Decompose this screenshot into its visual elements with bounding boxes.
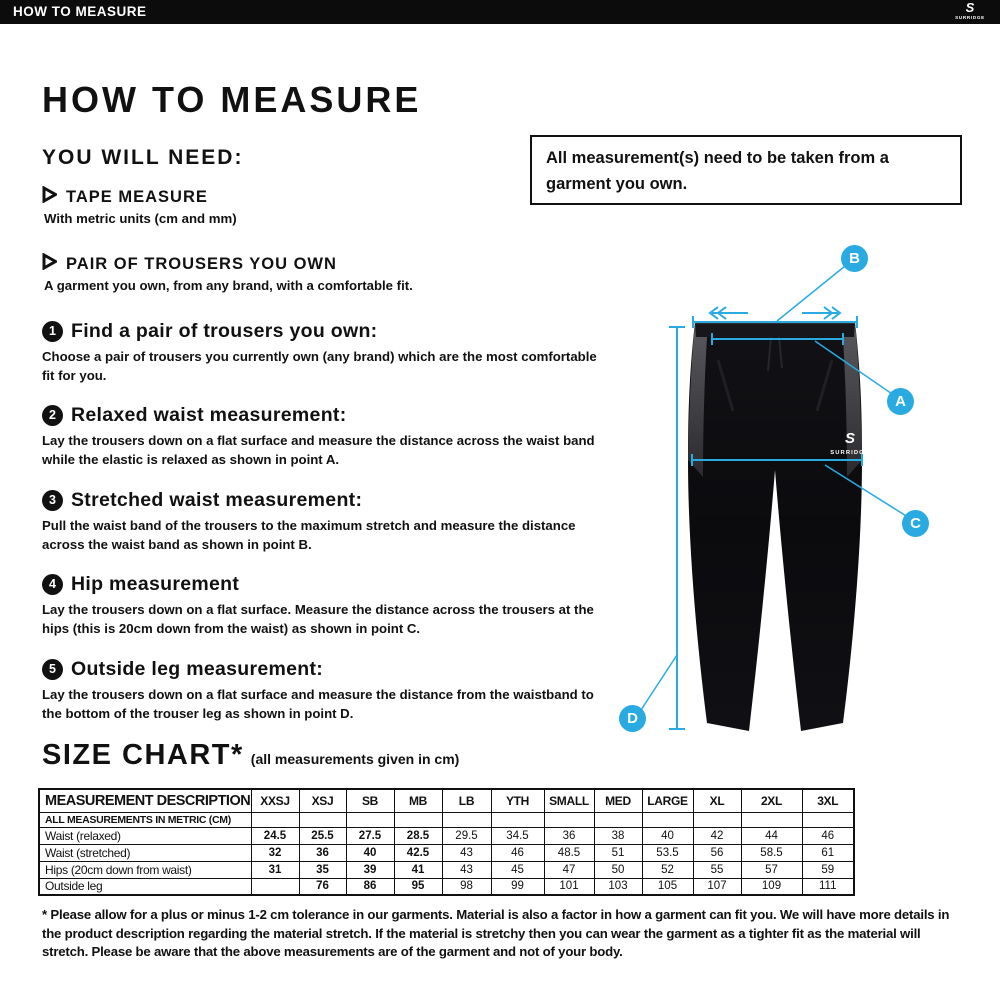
you-will-need-list <box>42 186 522 320</box>
step-header <box>42 573 617 596</box>
step-description: Pull the waist band of the trousers to the maximum stretch and measure the distance across the waist band as shown in point B. <box>42 517 576 552</box>
garment-logo-text: SURRIDGE <box>830 450 870 456</box>
table-header-row <box>39 789 854 812</box>
need-item-desc: A garment you own, from any brand, with a comfortable fit. <box>44 278 413 293</box>
step-header <box>42 489 617 512</box>
value-cell: 36 <box>299 844 346 861</box>
step-description: Lay the trousers down on a flat surface. Measure the distance across the trousers at the hips (this is 20cm down from the waist) as shown in point C. <box>42 602 594 637</box>
callout-b-badge: B <box>841 245 868 272</box>
step-header <box>42 404 617 427</box>
value-cell: 58.5 <box>741 844 802 861</box>
value-cell: 32 <box>251 844 299 861</box>
column-header: MB <box>394 789 442 812</box>
trousers-measurement-figure <box>615 245 960 745</box>
need-item-desc: With metric units (cm and mm) <box>44 211 237 226</box>
step-number-badge: 2 <box>42 405 63 426</box>
size-chart-subtitle: (all measurements given in cm) <box>250 751 460 767</box>
callout-a-badge: A <box>887 388 914 415</box>
column-header: LARGE <box>642 789 693 812</box>
empty-cell <box>394 812 442 827</box>
value-cell: 28.5 <box>394 827 442 844</box>
row-label: Waist (relaxed) <box>39 827 251 844</box>
measure-step-4 <box>42 573 617 638</box>
size-chart-table <box>38 788 855 896</box>
measure-step-5 <box>42 658 617 723</box>
value-cell: 56 <box>693 844 741 861</box>
step-number-badge: 3 <box>42 490 63 511</box>
step-header <box>42 658 617 681</box>
value-cell: 51 <box>594 844 642 861</box>
value-cell: 57 <box>741 861 802 878</box>
trousers-silhouette <box>688 322 862 731</box>
value-cell: 98 <box>442 878 491 895</box>
column-header: YTH <box>491 789 544 812</box>
column-header: XSJ <box>299 789 346 812</box>
value-cell: 95 <box>394 878 442 895</box>
top-bar-title: HOW TO MEASURE <box>13 4 147 19</box>
empty-cell <box>346 812 394 827</box>
leader-line-d <box>639 655 677 713</box>
trousers-illustration <box>615 245 960 745</box>
value-cell: 107 <box>693 878 741 895</box>
value-cell: 76 <box>299 878 346 895</box>
column-header: 2XL <box>741 789 802 812</box>
table-row <box>39 827 854 844</box>
step-title: Hip measurement <box>71 573 240 596</box>
empty-cell <box>299 812 346 827</box>
value-cell: 39 <box>346 861 394 878</box>
value-cell: 59 <box>802 861 854 878</box>
callout-d-badge: D <box>619 705 646 732</box>
step-title: Relaxed waist measurement: <box>71 404 347 427</box>
value-cell: 34.5 <box>491 827 544 844</box>
you-will-need-heading: YOU WILL NEED: <box>42 146 244 170</box>
measure-line-d <box>669 327 685 729</box>
row-label: Hips (20cm down from waist) <box>39 861 251 878</box>
table-row <box>39 861 854 878</box>
need-item-title: TAPE MEASURE <box>66 187 208 206</box>
need-item-header <box>42 253 522 275</box>
size-chart-heading <box>42 739 459 772</box>
column-header: SB <box>346 789 394 812</box>
empty-cell <box>802 812 854 827</box>
top-bar <box>0 0 1000 24</box>
value-cell: 43 <box>442 844 491 861</box>
empty-cell <box>594 812 642 827</box>
step-header <box>42 320 617 343</box>
value-cell: 48.5 <box>544 844 594 861</box>
measure-step-3 <box>42 489 617 554</box>
need-item-header <box>42 186 522 208</box>
play-triangle-icon <box>42 253 57 275</box>
value-cell: 45 <box>491 861 544 878</box>
row-label: Outside leg <box>39 878 251 895</box>
step-title: Find a pair of trousers you own: <box>71 320 378 342</box>
surridge-logo <box>948 1 992 20</box>
value-cell: 25.5 <box>299 827 346 844</box>
empty-cell <box>442 812 491 827</box>
value-cell: 47 <box>544 861 594 878</box>
stretch-arrow-right-icon <box>802 307 840 319</box>
tolerance-footnote: * Please allow for a plus or minus 1-2 cm tolerance in our garments. Material is also a factor in how a garment can fit you. We will have more details in the product description regarding the material stretch. If the material is stretchy then you can wear the garment as a tighter fit as the material will stretch. Please be aware that the above measurements are of the garment and not of your body. <box>42 907 950 960</box>
value-cell: 40 <box>346 844 394 861</box>
need-item <box>42 186 522 226</box>
value-cell: 31 <box>251 861 299 878</box>
value-cell: 44 <box>741 827 802 844</box>
column-header: MED <box>594 789 642 812</box>
step-description: Lay the trousers down on a flat surface and measure the distance from the waistband to the bottom of the trouser leg as shown in point D. <box>42 686 594 721</box>
garment-logo-s-icon: S <box>844 430 856 447</box>
play-triangle-icon <box>42 186 57 208</box>
column-header: SMALL <box>544 789 594 812</box>
surridge-s-icon: S <box>965 0 975 15</box>
callout-c-badge: C <box>902 510 929 537</box>
value-cell: 35 <box>299 861 346 878</box>
value-cell: 43 <box>442 861 491 878</box>
step-number-badge: 1 <box>42 321 63 342</box>
value-cell: 86 <box>346 878 394 895</box>
need-item <box>42 253 522 293</box>
metric-note-row <box>39 812 854 827</box>
trousers-waistband <box>695 322 855 337</box>
column-header: LB <box>442 789 491 812</box>
step-number-badge: 5 <box>42 659 63 680</box>
column-header: XXSJ <box>251 789 299 812</box>
value-cell: 111 <box>802 878 854 895</box>
value-cell: 53.5 <box>642 844 693 861</box>
value-cell: 41 <box>394 861 442 878</box>
value-cell: 50 <box>594 861 642 878</box>
column-header: 3XL <box>802 789 854 812</box>
table-row <box>39 844 854 861</box>
step-description: Choose a pair of trousers you currently own (any brand) which are the most comfortable fit for you. <box>42 349 597 383</box>
value-cell: 99 <box>491 878 544 895</box>
value-cell: 109 <box>741 878 802 895</box>
value-cell: 38 <box>594 827 642 844</box>
value-cell: 42.5 <box>394 844 442 861</box>
metric-note-cell: ALL MEASUREMENTS IN METRIC (CM) <box>39 812 251 827</box>
table-row <box>39 878 854 895</box>
value-cell: 61 <box>802 844 854 861</box>
step-title: Outside leg measurement: <box>71 657 324 680</box>
need-item-title: PAIR OF TROUSERS YOU OWN <box>66 254 337 273</box>
empty-cell <box>251 812 299 827</box>
step-number-badge: 4 <box>42 574 63 595</box>
value-cell: 46 <box>802 827 854 844</box>
value-cell: 103 <box>594 878 642 895</box>
empty-cell <box>693 812 741 827</box>
value-cell: 24.5 <box>251 827 299 844</box>
value-cell: 42 <box>693 827 741 844</box>
column-header: XL <box>693 789 741 812</box>
step-description: Lay the trousers down on a flat surface and measure the distance across the waist band while the elastic is relaxed as shown in point A. <box>42 433 595 468</box>
empty-cell <box>544 812 594 827</box>
value-cell: 29.5 <box>442 827 491 844</box>
empty-cell <box>741 812 802 827</box>
surridge-logo-text: SURRIDGE <box>955 15 985 20</box>
measure-step-2 <box>42 404 617 469</box>
row-label: Waist (stretched) <box>39 844 251 861</box>
value-cell: 27.5 <box>346 827 394 844</box>
empty-cell <box>491 812 544 827</box>
value-cell: 55 <box>693 861 741 878</box>
empty-cell <box>642 812 693 827</box>
value-cell: 52 <box>642 861 693 878</box>
measurement-note-box: All measurement(s) need to be taken from a garment you own. <box>530 135 962 205</box>
page-title: HOW TO MEASURE <box>42 79 422 121</box>
value-cell: 36 <box>544 827 594 844</box>
value-cell: 46 <box>491 844 544 861</box>
measure-step-1 <box>42 320 617 385</box>
stretch-arrow-left-icon <box>710 307 748 319</box>
column-header: MEASUREMENT DESCRIPTION <box>39 789 251 812</box>
measure-steps-list <box>42 320 617 742</box>
value-cell: 101 <box>544 878 594 895</box>
value-cell <box>251 878 299 895</box>
value-cell: 40 <box>642 827 693 844</box>
value-cell: 105 <box>642 878 693 895</box>
size-chart-title: SIZE CHART* <box>42 739 244 771</box>
step-title: Stretched waist measurement: <box>71 488 363 511</box>
